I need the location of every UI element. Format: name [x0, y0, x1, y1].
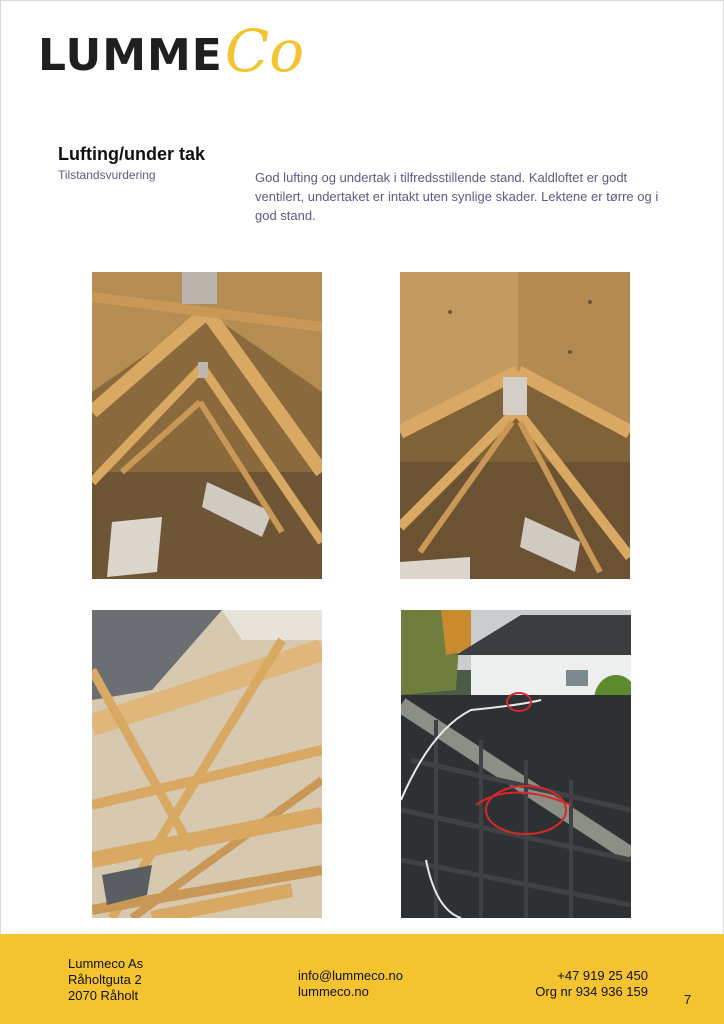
attic-photo-1 — [92, 272, 322, 579]
footer-address — [68, 956, 143, 1004]
company-logo — [38, 17, 305, 96]
attic-photo-3 — [92, 610, 322, 918]
logo-wordmark: LUMME — [38, 30, 223, 81]
postal-city: 2070 Råholt — [68, 988, 139, 1003]
email-link[interactable]: info@lummeco.no — [298, 968, 403, 983]
logo-accent: Co — [224, 17, 305, 85]
attic-photo-2 — [400, 272, 630, 579]
page-number: 7 — [684, 992, 692, 1007]
org-number: Org nr 934 936 159 — [535, 984, 648, 999]
roof-photo — [401, 610, 631, 918]
company-name: Lummeco As — [68, 956, 144, 971]
street-address: Råholtguta 2 — [68, 972, 142, 987]
section-subtitle: Tilstandsvurdering — [58, 168, 156, 182]
page-footer — [0, 934, 724, 1024]
footer-phone-org — [535, 968, 648, 1000]
website-link[interactable]: lummeco.no — [298, 984, 369, 999]
section-title: Lufting/under tak — [58, 144, 205, 164]
footer-contact — [298, 968, 403, 1000]
phone-number: +47 919 25 450 — [557, 968, 648, 983]
section-description: God lufting og undertak i tilfredsstillende stand. Kaldloftet er godt ventilert, undertaket er intakt uten synlige skader. Lektene er tørre og i god stand. — [255, 170, 659, 223]
